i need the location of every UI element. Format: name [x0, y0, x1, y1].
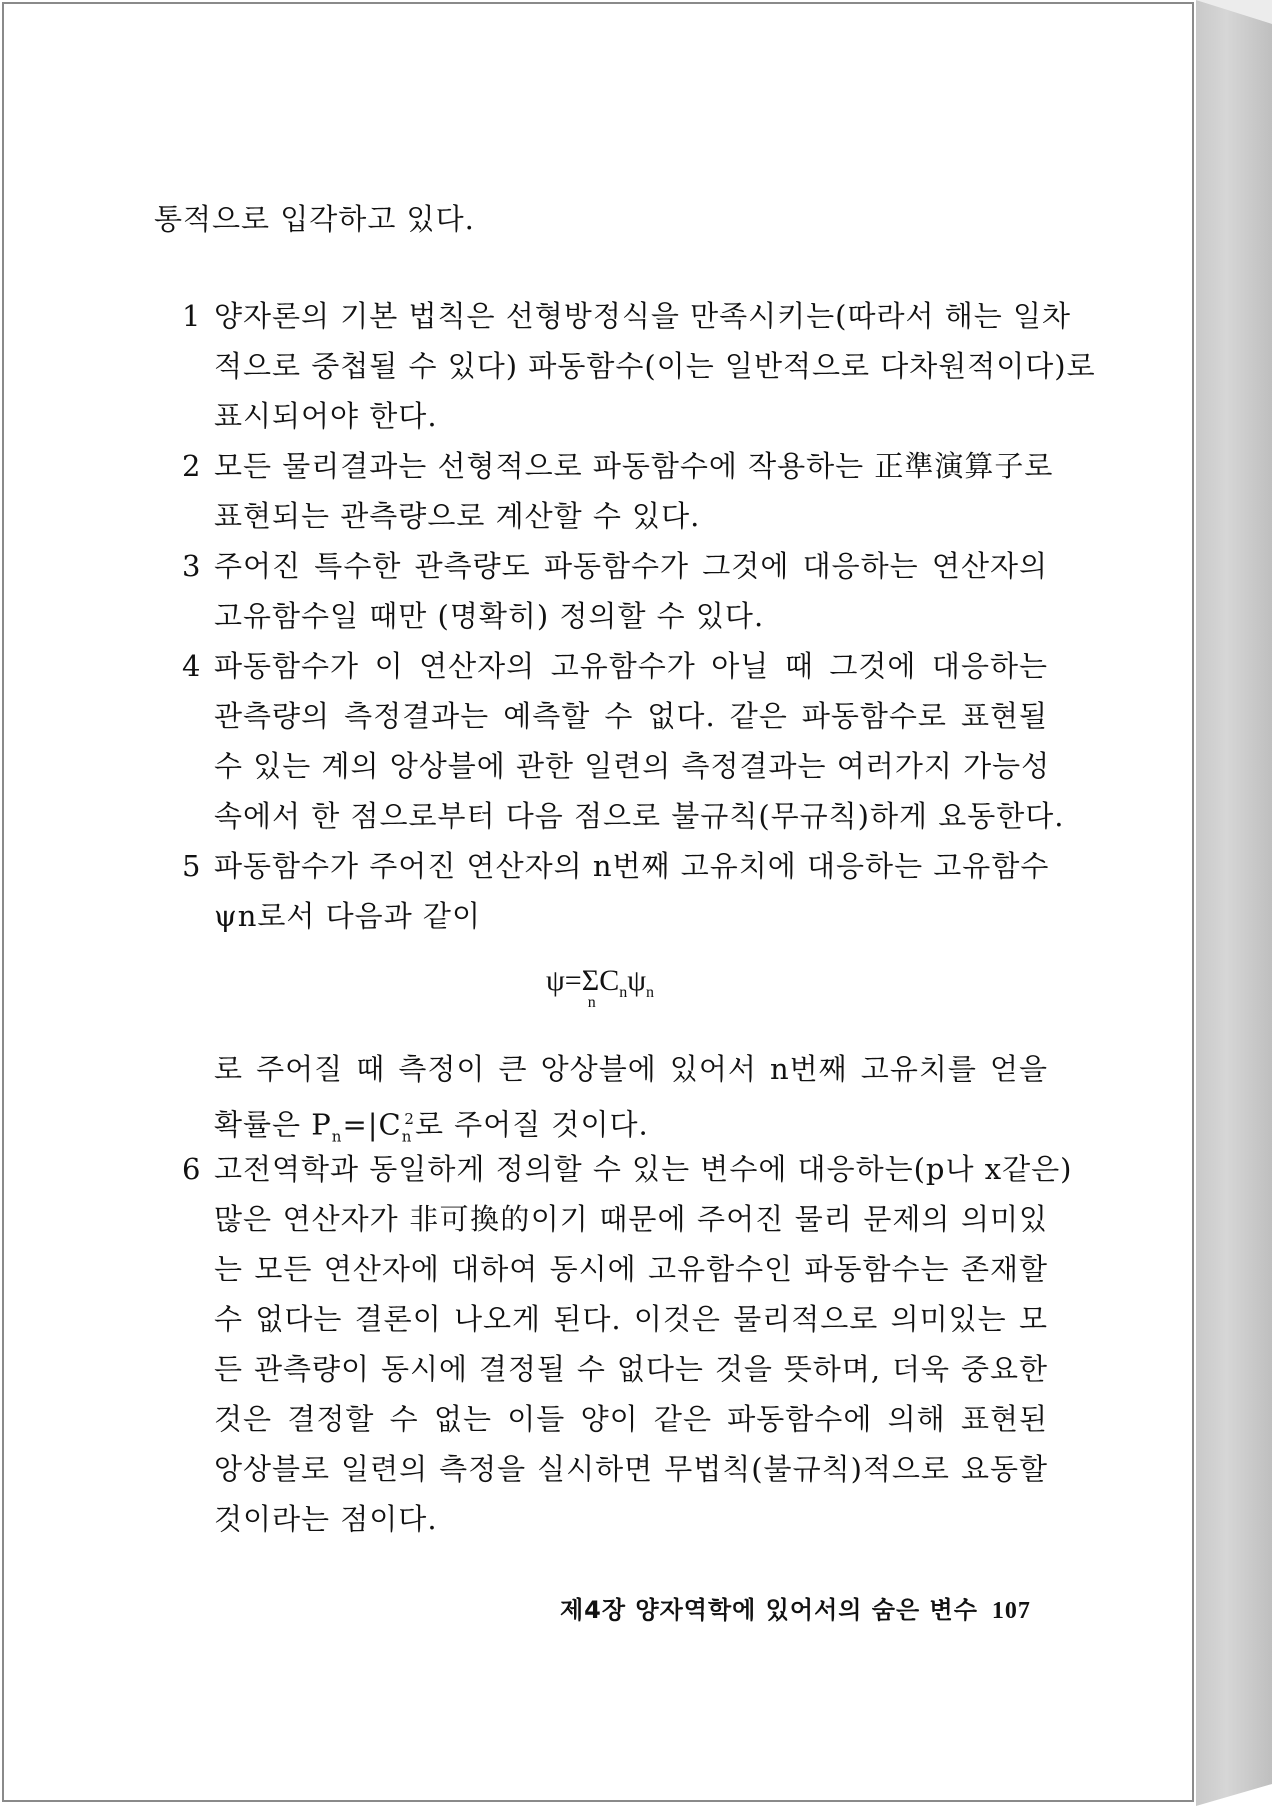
item-line: 것이라는 점이다.: [214, 1502, 438, 1536]
item-line: 는 모든 연산자에 대하여 동시에 고유함수인 파동함수는 존재할: [214, 1252, 1048, 1286]
item-line: 것은 결정할 수 없는 이들 양이 같은 파동함수에 의해 표현된: [214, 1402, 1048, 1436]
item-line: 모든 물리결과는 선형적으로 파동함수에 작용하는 正準演算子로: [214, 449, 1054, 483]
list-item: [182, 1144, 1073, 1544]
numbered-list: [182, 291, 1096, 941]
wavefunction-formula: [4, 964, 1196, 1011]
item-number: 4: [182, 649, 202, 683]
list-item: [182, 641, 1065, 841]
formula-coef: C: [599, 964, 620, 997]
list-item-6: [182, 1144, 1073, 1544]
item-line: 앙상블로 일련의 측정을 실시하면 무법칙(불규칙)적으로 요동할: [214, 1452, 1048, 1486]
prob-sub: n: [331, 1127, 343, 1146]
item-line: 관측량의 측정결과는 예측할 수 없다. 같은 파동함수로 표현될: [214, 699, 1048, 733]
sum-symbol: Σ: [581, 964, 600, 997]
list-item: [182, 841, 1048, 941]
prob-coef-sub: n: [401, 1127, 413, 1146]
list-item: [182, 441, 1054, 541]
item-line: 고전역학과 동일하게 정의할 수 있는 변수에 대응하는(p나 x같은): [214, 1152, 1073, 1186]
item-number: 2: [182, 449, 202, 483]
prob-tail: 로 주어질 것이다.: [414, 1107, 649, 1142]
continuation-line: 로 주어질 때 측정이 큰 앙상블에 있어서 n번째 고유치를 얻을: [214, 1052, 1048, 1086]
item-line: 많은 연산자가 非可換的이기 때문에 주어진 물리 문제의 의미있: [214, 1202, 1048, 1236]
item-line: 주어진 특수한 관측량도 파동함수가 그것에 대응하는 연산자의: [214, 549, 1048, 583]
item-line: 속에서 한 점으로부터 다음 점으로 불규칙(무규칙)하게 요동한다.: [214, 799, 1065, 833]
page-number: 107: [991, 1598, 1031, 1624]
item-number: 6: [182, 1152, 202, 1186]
prob-eq: =|C: [342, 1107, 402, 1142]
book-page: [2, 2, 1194, 1802]
item-line: 적으로 중첩될 수 있다) 파동함수(이는 일반적으로 다차원적이다)로: [214, 349, 1096, 383]
sum-index: n: [587, 994, 596, 1011]
item-number: 3: [182, 549, 202, 583]
item-line: 수 있는 계의 앙상블에 관한 일련의 측정결과는 여러가지 가능성: [214, 749, 1051, 783]
item-line: 든 관측량이 동시에 결정될 수 없다는 것을 뜻하며, 더욱 중요한: [214, 1352, 1048, 1386]
formula-psi-n: ψ: [627, 964, 646, 997]
formula-equals: =: [564, 964, 582, 997]
item-line: 양자론의 기본 법칙은 선형방정식을 만족시키는(따라서 해는 일차: [214, 299, 1072, 333]
item-line: 수 없다는 결론이 나오게 된다. 이것은 물리적으로 의미있는 모: [214, 1302, 1048, 1336]
formula-psi-sub: n: [645, 984, 654, 1001]
book-edge: [1196, 0, 1272, 1806]
prob-sup: 2: [404, 1110, 415, 1128]
prob-text: 확률은 P: [214, 1107, 332, 1142]
chapter-title: 제4장 양자역학에 있어서의 숨은 변수: [560, 1596, 978, 1624]
item-line: 고유함수일 때만 (명확히) 정의할 수 있다.: [214, 599, 765, 633]
list-item: [182, 541, 1048, 641]
running-footer: [560, 1590, 1031, 1625]
formula-coef-sub: n: [619, 984, 628, 1001]
item-line: 표현되는 관측량으로 계산할 수 있다.: [214, 499, 701, 533]
item-line: 파동함수가 주어진 연산자의 n번째 고유치에 대응하는 고유함수: [214, 849, 1050, 883]
item-number: 5: [182, 849, 202, 883]
item-number: 1: [182, 299, 202, 333]
list-item: [182, 291, 1096, 441]
formula-sum: [581, 964, 600, 1011]
item-line: 파동함수가 이 연산자의 고유함수가 아닐 때 그것에 대응하는: [214, 649, 1048, 683]
intro-line: 통적으로 입각하고 있다.: [154, 202, 475, 236]
item-line: 표시되어야 한다.: [214, 399, 438, 433]
formula-psi: ψ: [546, 964, 565, 997]
item-line: ψn로서 다음과 같이: [214, 899, 481, 933]
